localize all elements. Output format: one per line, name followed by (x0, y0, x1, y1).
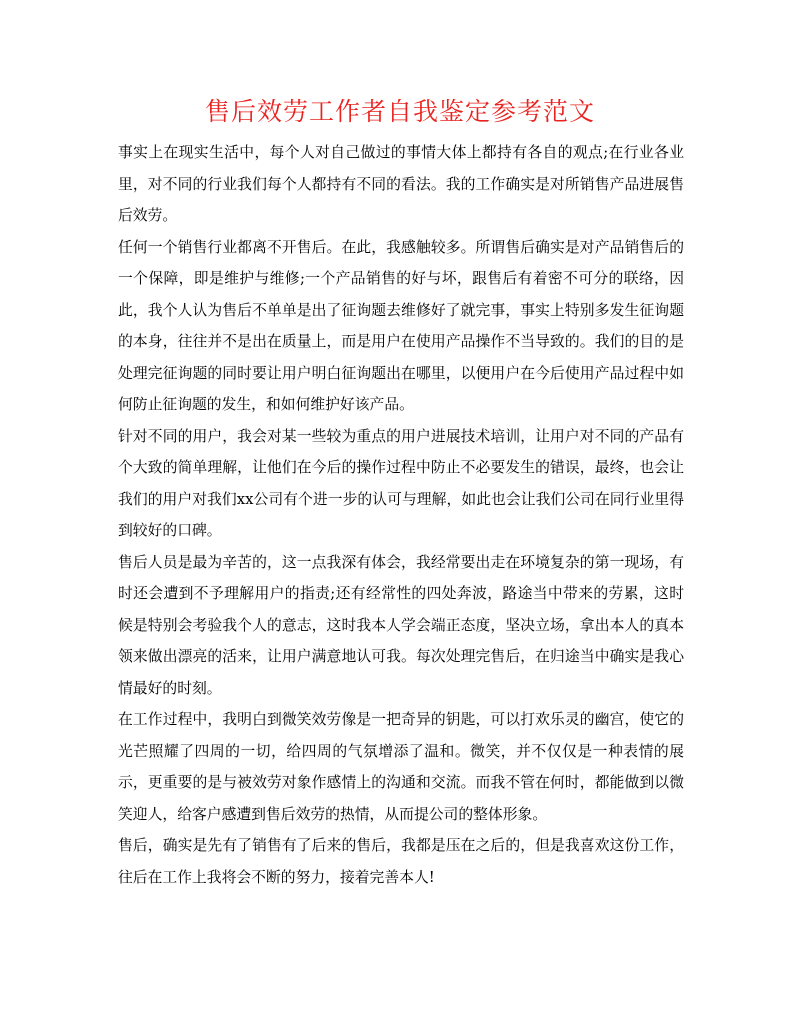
paragraph-6: 售后，确实是先有了销售有了后来的售后，我都是压在之后的，但是我喜欢这份工作，往后在工作上我将会不断的努力，接着完善本人! (118, 837, 684, 886)
document-title: 售后效劳工作者自我鉴定参考范文 (204, 97, 595, 126)
paragraph-2: 任何一个销售行业都离不开售后。在此，我感触较多。所谓售后确实是对产品销售后的一个保障，即是维护与维修;一个产品销售的好与坏，跟售后有着密不可分的联络，因此，我个人认为售后不单单是出了征询题去维修好了就完事，事实上特别多发生征询题的本身，往往并不是出在质量上，而是用户在使用产品操作不当导致的。我们的目的是处理完征询题的同时要让用户明白征询题出在哪里，以便用户在今后使用产品过程中如何防止征询题的发生，和如何维护好该产品。 (118, 238, 684, 413)
paragraph-5: 在工作过程中，我明白到微笑效劳像是一把奇异的钥匙，可以打欢乐灵的幽宫，使它的光芒照耀了四周的一切，给四周的气氛增添了温和。微笑，并不仅仅是一种表情的展示，更重要的是与被效劳对象作感情上的沟通和交流。而我不管在何时，都能做到以微笑迎人，给客户感遭到售后效劳的热情，从而提公司的整体形象。 (118, 711, 684, 823)
paragraph-4: 售后人员是最为辛苦的，这一点我深有体会，我经常要出走在环境复杂的第一现场，有时还会遭到不予理解用户的指责;还有经常性的四处奔波，路途当中带来的劳累，这时候是特别会考验我个人的意志，这时我本人学会端正态度，坚决立场，拿出本人的真本领来做出漂亮的活来，让用户满意地认可我。每次处理完售后，在归途当中确实是我心情最好的时刻。 (118, 553, 684, 697)
paragraph-3: 针对不同的用户，我会对某一些较为重点的用户进展技术培训，让用户对不同的产品有个大致的简单理解，让他们在今后的操作过程中防止不必要发生的错误，最终，也会让我们的用户对我们xx公司有个进一步的认可与理解，如此也会让我们公司在同行业里得到较好的口碑。 (118, 427, 684, 539)
paragraph-1: 事实上在现实生活中，每个人对自己做过的事情大体上都持有各自的观点;在行业各业里，对不同的行业我们每个人都持有不同的看法。我的工作确实是对所销售产品进展售后效劳。 (118, 144, 684, 224)
document-body (118, 137, 684, 893)
